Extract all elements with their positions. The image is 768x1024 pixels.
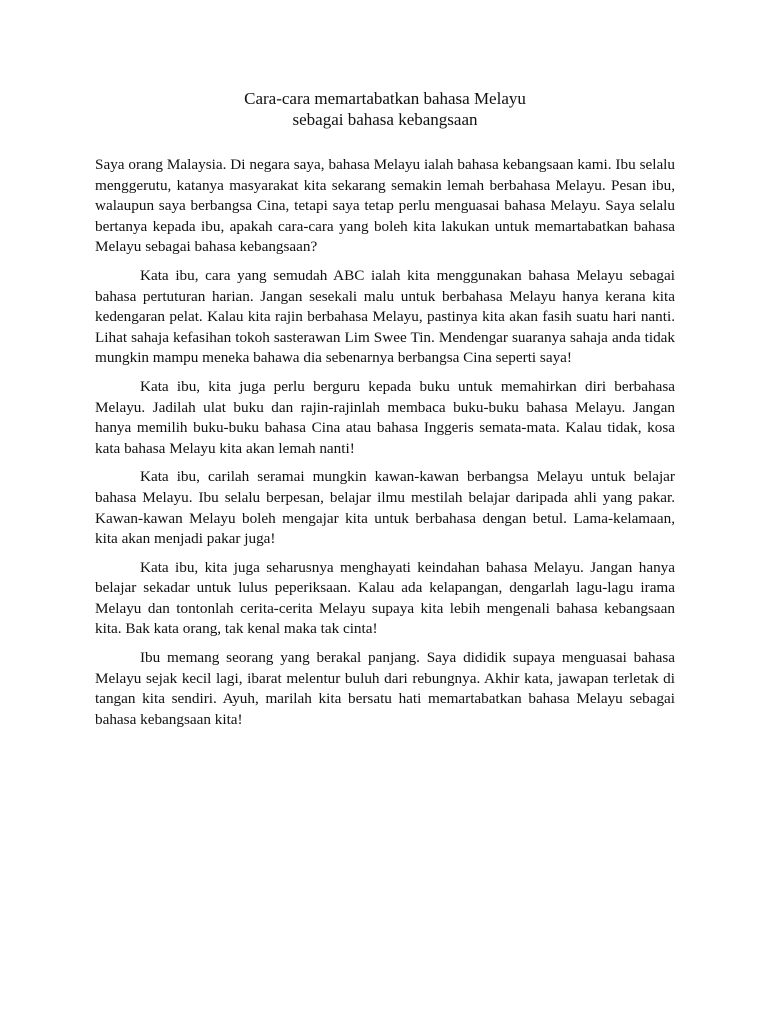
title-line-1: Cara-cara memartabatkan bahasa Melayu [244,89,526,108]
document-page [95,88,675,738]
paragraph-2: Kata ibu, cara yang semudah ABC ialah kita menggunakan bahasa Melayu sebagai bahasa pertuturan harian. Jangan sesekali malu untuk berbahasa Melayu hanya kerana kita kedengaran pelat. Kalau kita rajin berbahasa Melayu, pastinya kita akan fasih suatu hari nanti. Lihat sahaja kefasihan tokoh sasterawan Lim Swee Tin. Mendengar suaranya sahaja anda tidak mungkin mampu meneka bahawa dia sebenarnya berbangsa Cina seperti saya! [95,266,675,367]
paragraph-3: Kata ibu, kita juga perlu berguru kepada buku untuk memahirkan diri berbahasa Melayu. Jadilah ulat buku dan rajin-rajinlah membaca buku-buku bahasa Melayu. Jangan hanya memilih buku-buku bahasa Cina atau bahasa Inggeris semata-mata. Kalau tidak, kosa kata bahasa Melayu kita akan lemah nanti! [95,377,675,457]
paragraph-4: Kata ibu, carilah seramai mungkin kawan-kawan berbangsa Melayu untuk belajar bahasa Melayu. Ibu selalu berpesan, belajar ilmu mestilah belajar daripada ahli yang pakar. Kawan-kawan Melayu boleh mengajar kita untuk berbahasa dengan betul. Lama-kelamaan, kita akan menjadi pakar juga! [95,468,675,548]
paragraph-5: Kata ibu, kita juga seharusnya menghayati keindahan bahasa Melayu. Jangan hanya belajar sekadar untuk lulus peperiksaan. Kalau ada kelapangan, dengarlah lagu-lagu irama Melayu dan tontonlah cerita-cerita Melayu supaya kita lebih mengenali bahasa kebangsaan kita. Bak kata orang, tak kenal maka tak cinta! [95,558,675,638]
paragraph-6: Ibu memang seorang yang berakal panjang. Saya dididik supaya menguasai bahasa Melayu sejak kecil lagi, ibarat melentur buluh dari rebungnya. Akhir kata, jawapan terletak di tangan kita sendiri. Ayuh, marilah kita bersatu hati memartabatkan bahasa Melayu sebagai bahasa kebangsaan kita! [95,649,675,728]
document-title [95,88,675,130]
title-line-2: sebagai bahasa kebangsaan [292,110,478,129]
paragraph-1: Saya orang Malaysia. Di negara saya, bahasa Melayu ialah bahasa kebangsaan kami. Ibu selalu menggerutu, katanya masyarakat kita sekarang semakin lemah berbahasa Melayu. Pesan ibu, walaupun saya berbangsa Cina, tetapi saya tetap perlu menguasai bahasa Melayu. Saya selalu bertanya kepada ibu, apakah cara-cara yang boleh kita lakukan untuk memartabatkan bahasa Melayu sebagai bahasa kebangsaan? [95,156,675,256]
